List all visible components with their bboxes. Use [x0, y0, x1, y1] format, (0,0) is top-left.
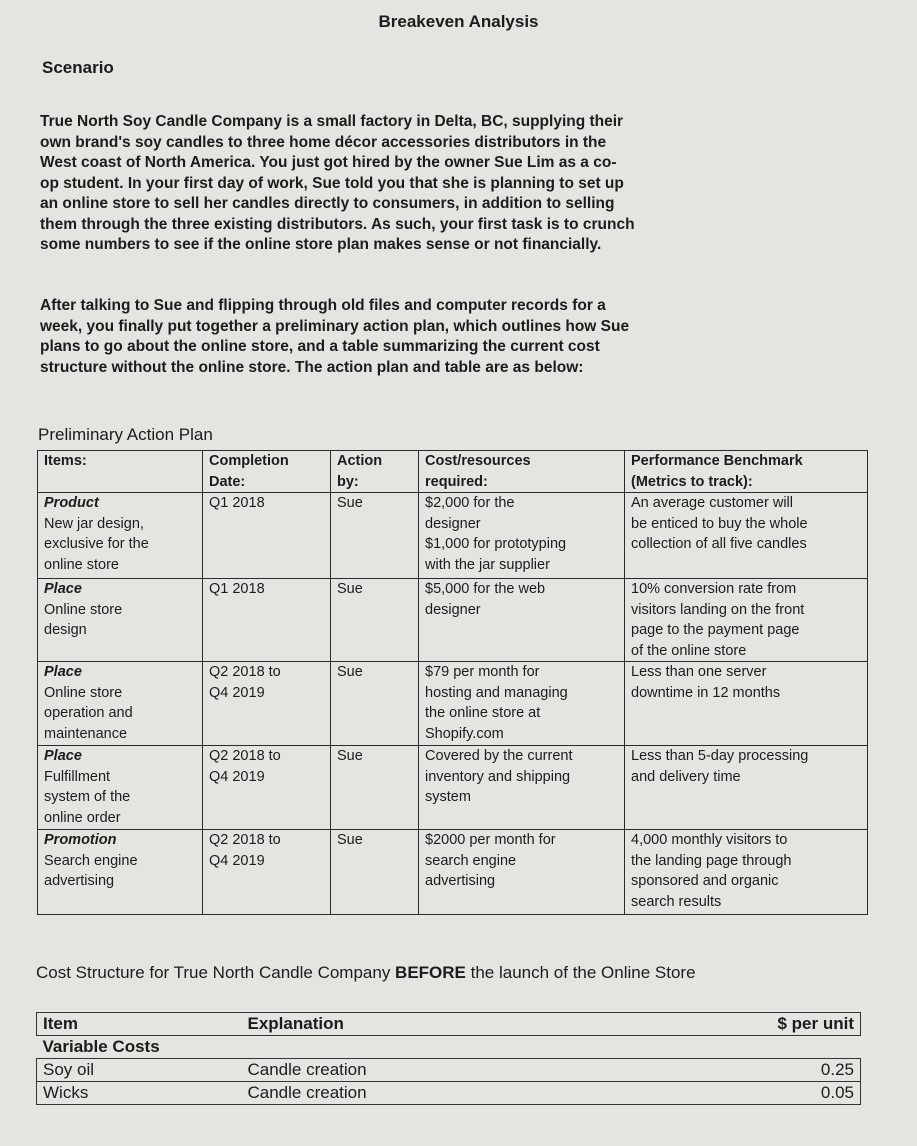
cell-line: Q2 2018 to — [209, 832, 281, 848]
table-header-row — [38, 451, 868, 493]
cell-line: sponsored and organic — [631, 873, 779, 889]
cost-cell — [419, 662, 625, 746]
cell-line: $1,000 for prototyping — [425, 536, 567, 552]
completion-cell — [203, 662, 331, 746]
header-item: Item — [37, 1013, 242, 1036]
category-label: Place — [44, 581, 82, 597]
cell-line: Q1 2018 — [209, 495, 265, 511]
header-cost: Cost/resources required: — [419, 451, 625, 493]
cell-line: the landing page through — [631, 852, 792, 869]
category-label: Place — [44, 748, 82, 764]
completion-cell — [203, 579, 331, 662]
cost-item-cell: Soy oil — [37, 1059, 242, 1082]
cell-line: New jar design, — [44, 515, 144, 532]
cost-item-cell: Wicks — [37, 1082, 242, 1105]
cell-line: Q2 2018 to — [209, 664, 281, 680]
table-row — [37, 1059, 861, 1082]
performance-cell — [625, 830, 868, 915]
cost-cell — [419, 746, 625, 830]
paragraph-line: an online store to sell her candles directly to consumers, in addition to selling — [40, 195, 615, 212]
cell-line: online order — [44, 809, 121, 826]
cell-line: system of the — [44, 789, 131, 805]
cost-cell — [419, 830, 625, 915]
action-cell: Sue — [331, 746, 419, 830]
cell-line: designer — [425, 515, 481, 532]
cell-line: 4,000 monthly visitors to — [631, 832, 788, 848]
scenario-heading: Scenario — [42, 58, 114, 77]
cell-line: Q4 2019 — [209, 684, 265, 701]
cell-line: and delivery time — [631, 768, 741, 785]
cell-line: $2000 per month for — [425, 832, 556, 848]
cell-line: Online store — [44, 601, 123, 618]
cell-line: $79 per month for — [425, 664, 540, 680]
category-label: Product — [44, 495, 99, 511]
cell-line: inventory and shipping — [425, 768, 571, 785]
header-completion: Completion Date: — [203, 451, 331, 493]
cell-line: exclusive for the — [44, 536, 149, 552]
cost-value-cell: 0.05 — [662, 1082, 861, 1105]
table-row — [38, 746, 868, 830]
group-row — [37, 1036, 861, 1059]
cost-structure-title: Cost Structure for True North Candle Company BEFORE the launch of the Online Store — [36, 963, 696, 982]
item-cell — [38, 579, 203, 662]
paragraph-line: plans to go about the online store, and a table summarizing the current cost — [40, 338, 600, 355]
cell-line: Fulfillment — [44, 768, 111, 785]
page-title: Breakeven Analysis — [378, 12, 539, 31]
action-cell: Sue — [331, 493, 419, 579]
performance-cell — [625, 493, 868, 579]
scenario-paragraph — [40, 112, 808, 256]
cell-line: Q2 2018 to — [209, 748, 281, 764]
cell-line: Less than one server — [631, 664, 767, 680]
group-label: Variable Costs — [42, 1037, 160, 1056]
cell-line: downtime in 12 months — [631, 684, 781, 701]
action-cell: Sue — [331, 579, 419, 662]
table-row — [38, 830, 868, 915]
cost-explanation-cell: Candle creation — [242, 1082, 662, 1105]
item-cell — [38, 662, 203, 746]
cell-line: Q4 2019 — [209, 768, 265, 785]
plan-intro-paragraph — [40, 296, 808, 378]
table-row — [38, 662, 868, 746]
header-items: Items: — [38, 451, 203, 493]
cell-line: designer — [425, 601, 481, 618]
cost-value-cell: 0.25 — [662, 1059, 861, 1082]
item-cell — [38, 493, 203, 579]
header-per-unit: $ per unit — [662, 1013, 861, 1036]
paragraph-line: them through the three existing distributors. As such, your first task is to crunch — [40, 215, 635, 233]
paragraph-line: week, you finally put together a preliminary action plan, which outlines how Sue — [40, 317, 630, 335]
cell-line: $2,000 for the — [425, 495, 515, 511]
table-row — [38, 493, 868, 579]
cell-line: design — [44, 622, 87, 638]
cell-line: Search engine — [44, 852, 138, 869]
cell-line: of the online store — [631, 642, 747, 659]
cell-line: collection of all five candles — [631, 536, 807, 552]
cell-line: advertising — [44, 873, 115, 889]
table-header-row — [37, 1013, 861, 1036]
cost-cell — [419, 579, 625, 662]
cell-line: Covered by the current — [425, 748, 573, 764]
cell-line: An average customer will — [631, 495, 793, 511]
cell-line: Q4 2019 — [209, 852, 265, 869]
category-label: Promotion — [44, 832, 117, 848]
cell-line: Q1 2018 — [209, 581, 265, 597]
item-cell — [38, 830, 203, 915]
cost-cell — [419, 493, 625, 579]
performance-cell — [625, 746, 868, 830]
cell-line: Less than 5-day processing — [631, 748, 809, 764]
action-cell: Sue — [331, 662, 419, 746]
cell-line: with the jar supplier — [425, 556, 550, 573]
performance-cell — [625, 662, 868, 746]
paragraph-line: After talking to Sue and flipping through old files and computer records for a — [40, 297, 606, 314]
cell-line: Online store — [44, 684, 123, 701]
cell-line: online store — [44, 556, 119, 573]
cost-structure-table — [36, 1012, 861, 1105]
completion-cell — [203, 493, 331, 579]
category-label: Place — [44, 664, 82, 680]
item-cell — [38, 746, 203, 830]
paragraph-line: True North Soy Candle Company is a small factory in Delta, BC, supplying their — [40, 113, 624, 130]
cell-line: operation and — [44, 705, 133, 721]
cell-line: system — [425, 789, 471, 805]
cell-line: search engine — [425, 852, 517, 869]
performance-cell — [625, 579, 868, 662]
cell-line: hosting and managing — [425, 684, 568, 701]
cell-line: $5,000 for the web — [425, 581, 546, 597]
paragraph-line: structure without the online store. The action plan and table are as below: — [40, 358, 584, 376]
cell-line: the online store at — [425, 705, 541, 721]
cell-line: be enticed to buy the whole — [631, 515, 808, 532]
paragraph-line: West coast of North America. You just got hired by the owner Sue Lim as a co- — [40, 154, 617, 171]
header-action: Action by: — [331, 451, 419, 493]
cell-line: Shopify.com — [425, 725, 504, 742]
action-plan-table — [37, 450, 868, 915]
cost-explanation-cell: Candle creation — [242, 1059, 662, 1082]
cell-line: maintenance — [44, 725, 128, 742]
table-row — [38, 579, 868, 662]
action-cell: Sue — [331, 830, 419, 915]
cell-line: search results — [631, 893, 722, 910]
cell-line: advertising — [425, 873, 496, 889]
paragraph-line: op student. In your first day of work, Sue told you that she is planning to set up — [40, 174, 624, 192]
cell-line: visitors landing on the front — [631, 601, 805, 618]
paragraph-line: own brand's soy candles to three home décor accessories distributors in the — [40, 133, 607, 151]
table-row — [37, 1082, 861, 1105]
header-explanation: Explanation — [242, 1013, 662, 1036]
header-performance: Performance Benchmark (Metrics to track): — [625, 451, 868, 493]
cell-line: page to the payment page — [631, 622, 800, 638]
cell-line: 10% conversion rate from — [631, 581, 797, 597]
completion-cell — [203, 830, 331, 915]
action-plan-title: Preliminary Action Plan — [38, 425, 213, 444]
paragraph-line: some numbers to see if the online store plan makes sense or not financially. — [40, 236, 602, 253]
completion-cell — [203, 746, 331, 830]
